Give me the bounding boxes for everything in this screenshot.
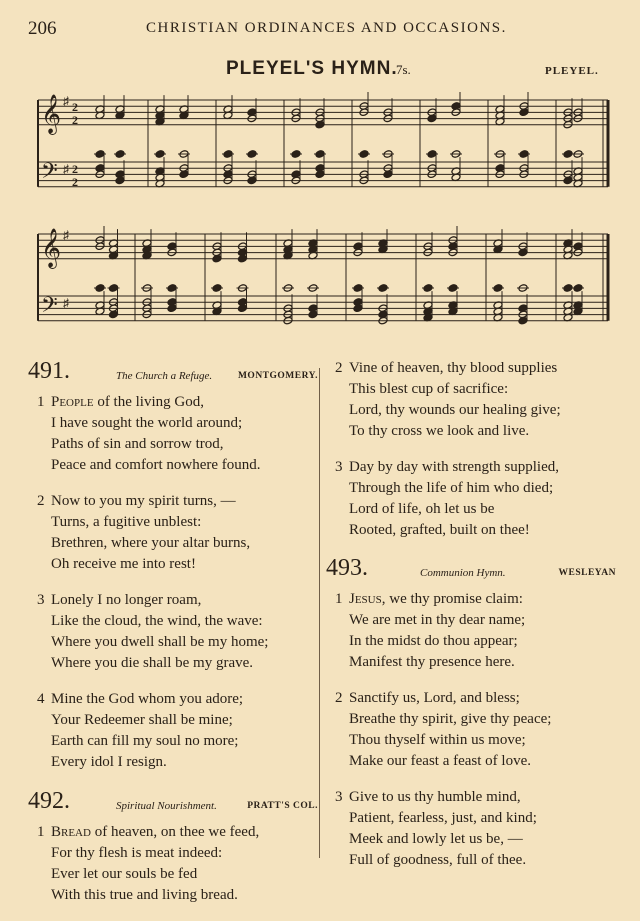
time-signature-top: 2: [72, 162, 78, 176]
verse-line: [326, 610, 616, 631]
page-header: [28, 18, 612, 40]
column-divider: [319, 368, 320, 858]
score-notes: [94, 92, 584, 325]
line-text: , we thy promise claim:: [381, 591, 523, 607]
hymn-author: PRATT'S COL.: [247, 801, 318, 811]
notehead: [109, 310, 119, 319]
line-text: Paths of sin and sorrow trod,: [51, 436, 224, 452]
stanza-number: 2: [37, 493, 45, 509]
sharp-icon: ♯: [63, 162, 69, 176]
tune-meter: 7s.: [396, 62, 411, 77]
line-text: For thy flesh is meat indeed:: [51, 845, 223, 861]
line-text: Manifest thy presence here.: [349, 654, 515, 670]
hymn-author: MONTGOMERY.: [237, 371, 318, 381]
first-word: Bread: [51, 824, 91, 840]
sharp-icon: ♯: [63, 228, 69, 242]
verse-line: [28, 434, 318, 455]
notehead: [308, 310, 318, 319]
verse-line: [28, 491, 318, 512]
running-head: CHRISTIAN ORDINANCES AND OCCASIONS.: [146, 20, 507, 36]
verse-line: [326, 457, 616, 478]
verse-line: [28, 653, 318, 674]
tune-header: [28, 58, 612, 84]
notehead: [353, 304, 363, 313]
hymn-heading: [28, 788, 318, 822]
line-text: Rooted, grafted, built on thee!: [349, 522, 530, 538]
line-text: Breathe thy spirit, give thy peace;: [349, 711, 552, 727]
hymn-heading: [326, 555, 616, 589]
stanza: [28, 689, 318, 773]
hymn-subject: Spiritual Nourishment.: [116, 800, 217, 812]
line-text: With this true and living bread.: [51, 887, 238, 903]
line-text: Day by day with strength supplied,: [349, 459, 559, 475]
notehead: [115, 176, 125, 185]
stanza: [326, 589, 616, 673]
line-text: Oh receive me into rest!: [51, 556, 196, 572]
bass-clef-icon: 𝄢: [41, 159, 58, 189]
notehead: [519, 108, 529, 117]
verse-line: [326, 709, 616, 730]
verse-line: [326, 379, 616, 400]
hymn-author: WESLEYAN: [558, 568, 616, 578]
line-text: Give to us thy humble mind,: [349, 789, 521, 805]
verse-line: [28, 731, 318, 752]
line-text: Brethren, where your altar burns,: [51, 535, 251, 551]
stanza: [326, 358, 616, 442]
line-text: Lonely I no longer roam,: [51, 592, 202, 608]
verse-line: [326, 520, 616, 541]
stanza: [326, 457, 616, 541]
stanza-number: 1: [335, 591, 343, 607]
line-text: Thou thyself within us move;: [349, 732, 526, 748]
verse-line: [326, 730, 616, 751]
right-column: [326, 358, 616, 886]
verse-line: [326, 358, 616, 379]
line-text: Through the life of him who died;: [349, 480, 554, 496]
notehead: [518, 316, 528, 325]
time-signature-bottom: 2: [72, 113, 78, 127]
verse-line: [28, 632, 318, 653]
line-text: Meek and lowly let us be, —: [349, 831, 523, 847]
stanza-number: 1: [37, 824, 45, 840]
notehead: [179, 170, 189, 179]
verse-line: [28, 752, 318, 773]
notehead: [247, 176, 257, 185]
verse-line: [28, 843, 318, 864]
verse-line: [326, 787, 616, 808]
tune-composer: PLEYEL.: [545, 65, 599, 77]
verse-line: [28, 413, 318, 434]
verse-line: [326, 850, 616, 871]
line-text: Full of goodness, full of thee.: [349, 852, 527, 868]
line-text: Every idol I resign.: [51, 754, 167, 770]
treble-clef-icon: 𝄞: [41, 94, 62, 134]
line-text: Now to you my spirit turns, —: [51, 493, 236, 509]
stanza: [326, 688, 616, 772]
verse-line: [28, 822, 318, 843]
stanza-number: 3: [335, 459, 343, 475]
first-word: People: [51, 394, 94, 410]
line-text: I have sought the world around;: [51, 415, 243, 431]
line-text: Vine of heaven, thy blood supplies: [349, 360, 558, 376]
verse-line: [28, 689, 318, 710]
bass-clef-icon: 𝄢: [41, 293, 58, 323]
stanza-number: 2: [335, 360, 343, 376]
line-text: We are met in thy dear name;: [349, 612, 526, 628]
page-number: 206: [28, 18, 57, 39]
line-text: Your Redeemer shall be mine;: [51, 712, 233, 728]
notehead: [315, 120, 325, 129]
notehead: [238, 254, 248, 263]
hymn-number: 491.: [28, 358, 70, 384]
hymn-number: 493.: [326, 555, 368, 581]
notehead: [427, 114, 437, 123]
stanza-number: 2: [335, 690, 343, 706]
verse-line: [326, 751, 616, 772]
treble-clef-icon: 𝄞: [41, 228, 62, 268]
verse-line: [326, 421, 616, 442]
notehead: [518, 248, 528, 257]
sharp-icon: ♯: [63, 94, 69, 108]
stanza: [326, 787, 616, 871]
line-text: To thy cross we look and live.: [349, 423, 530, 439]
verse-line: [326, 652, 616, 673]
notehead: [563, 176, 573, 185]
verse-line: [28, 611, 318, 632]
line-text: Make our feast a feast of love.: [349, 753, 532, 769]
left-column: [28, 358, 318, 921]
notehead: [315, 170, 325, 179]
verse-line: [326, 688, 616, 709]
verse-line: [28, 554, 318, 575]
line-text: In the midst do thou appear;: [349, 633, 518, 649]
verse-line: [28, 590, 318, 611]
hymns-area: [0, 358, 640, 903]
stanza: [28, 590, 318, 674]
time-signature-bottom: 2: [72, 175, 78, 189]
notehead: [212, 254, 222, 263]
hymn-subject: The Church a Refuge.: [116, 370, 213, 382]
verse-line: [326, 478, 616, 499]
verse-line: [326, 631, 616, 652]
sharp-icon: ♯: [63, 296, 69, 310]
verse-line: [326, 589, 616, 610]
verse-line: [28, 864, 318, 885]
line-text: Ever let our souls be fed: [51, 866, 198, 882]
stanza-number: 1: [37, 394, 45, 410]
line-text: of the living God,: [93, 394, 204, 410]
verse-line: [326, 808, 616, 829]
stanza: [28, 491, 318, 575]
verse-line: [28, 392, 318, 413]
verse-line: [28, 710, 318, 731]
verse-line: [28, 533, 318, 554]
notehead: [383, 170, 393, 179]
verse-line: [326, 400, 616, 421]
line-text: of heaven, on thee we feed,: [90, 824, 260, 840]
tune-title: PLEYEL'S HYMN.: [226, 58, 398, 79]
stanza: [28, 822, 318, 906]
line-text: Like the cloud, the wind, the wave:: [51, 613, 263, 629]
line-text: Lord, thy wounds our healing give;: [349, 402, 561, 418]
line-text: Peace and comfort nowhere found.: [51, 457, 261, 473]
line-text: Patient, fearless, just, and kind;: [349, 810, 537, 826]
verse-line: [28, 512, 318, 533]
notehead: [167, 304, 177, 313]
stanza-number: 3: [335, 789, 343, 805]
line-text: Earth can fill my soul no more;: [51, 733, 239, 749]
line-text: Where you dwell shall be my home;: [51, 634, 269, 650]
line-text: Turns, a fugitive unblest:: [51, 514, 202, 530]
stanza: [28, 392, 318, 476]
line-text: This blest cup of sacrifice:: [349, 381, 509, 397]
verse-line: [326, 499, 616, 520]
verse-line: [326, 829, 616, 850]
line-text: Lord of life, oh let us be: [349, 501, 495, 517]
score-marks: [41, 94, 78, 323]
stanza-number: 3: [37, 592, 45, 608]
hymn-subject: Communion Hymn.: [420, 567, 506, 579]
hymn-number: 492.: [28, 788, 70, 814]
first-word: Jesus: [349, 591, 382, 607]
music-score: [30, 88, 614, 350]
verse-line: [28, 455, 318, 476]
notehead: [238, 304, 248, 313]
line-text: Mine the God whom you adore;: [51, 691, 244, 707]
line-text: Sanctify us, Lord, and bless;: [349, 690, 520, 706]
hymn-heading: [28, 358, 318, 392]
line-text: Where you die shall be my grave.: [51, 655, 254, 671]
stanza-number: 4: [37, 691, 45, 707]
time-signature-top: 2: [72, 100, 78, 114]
